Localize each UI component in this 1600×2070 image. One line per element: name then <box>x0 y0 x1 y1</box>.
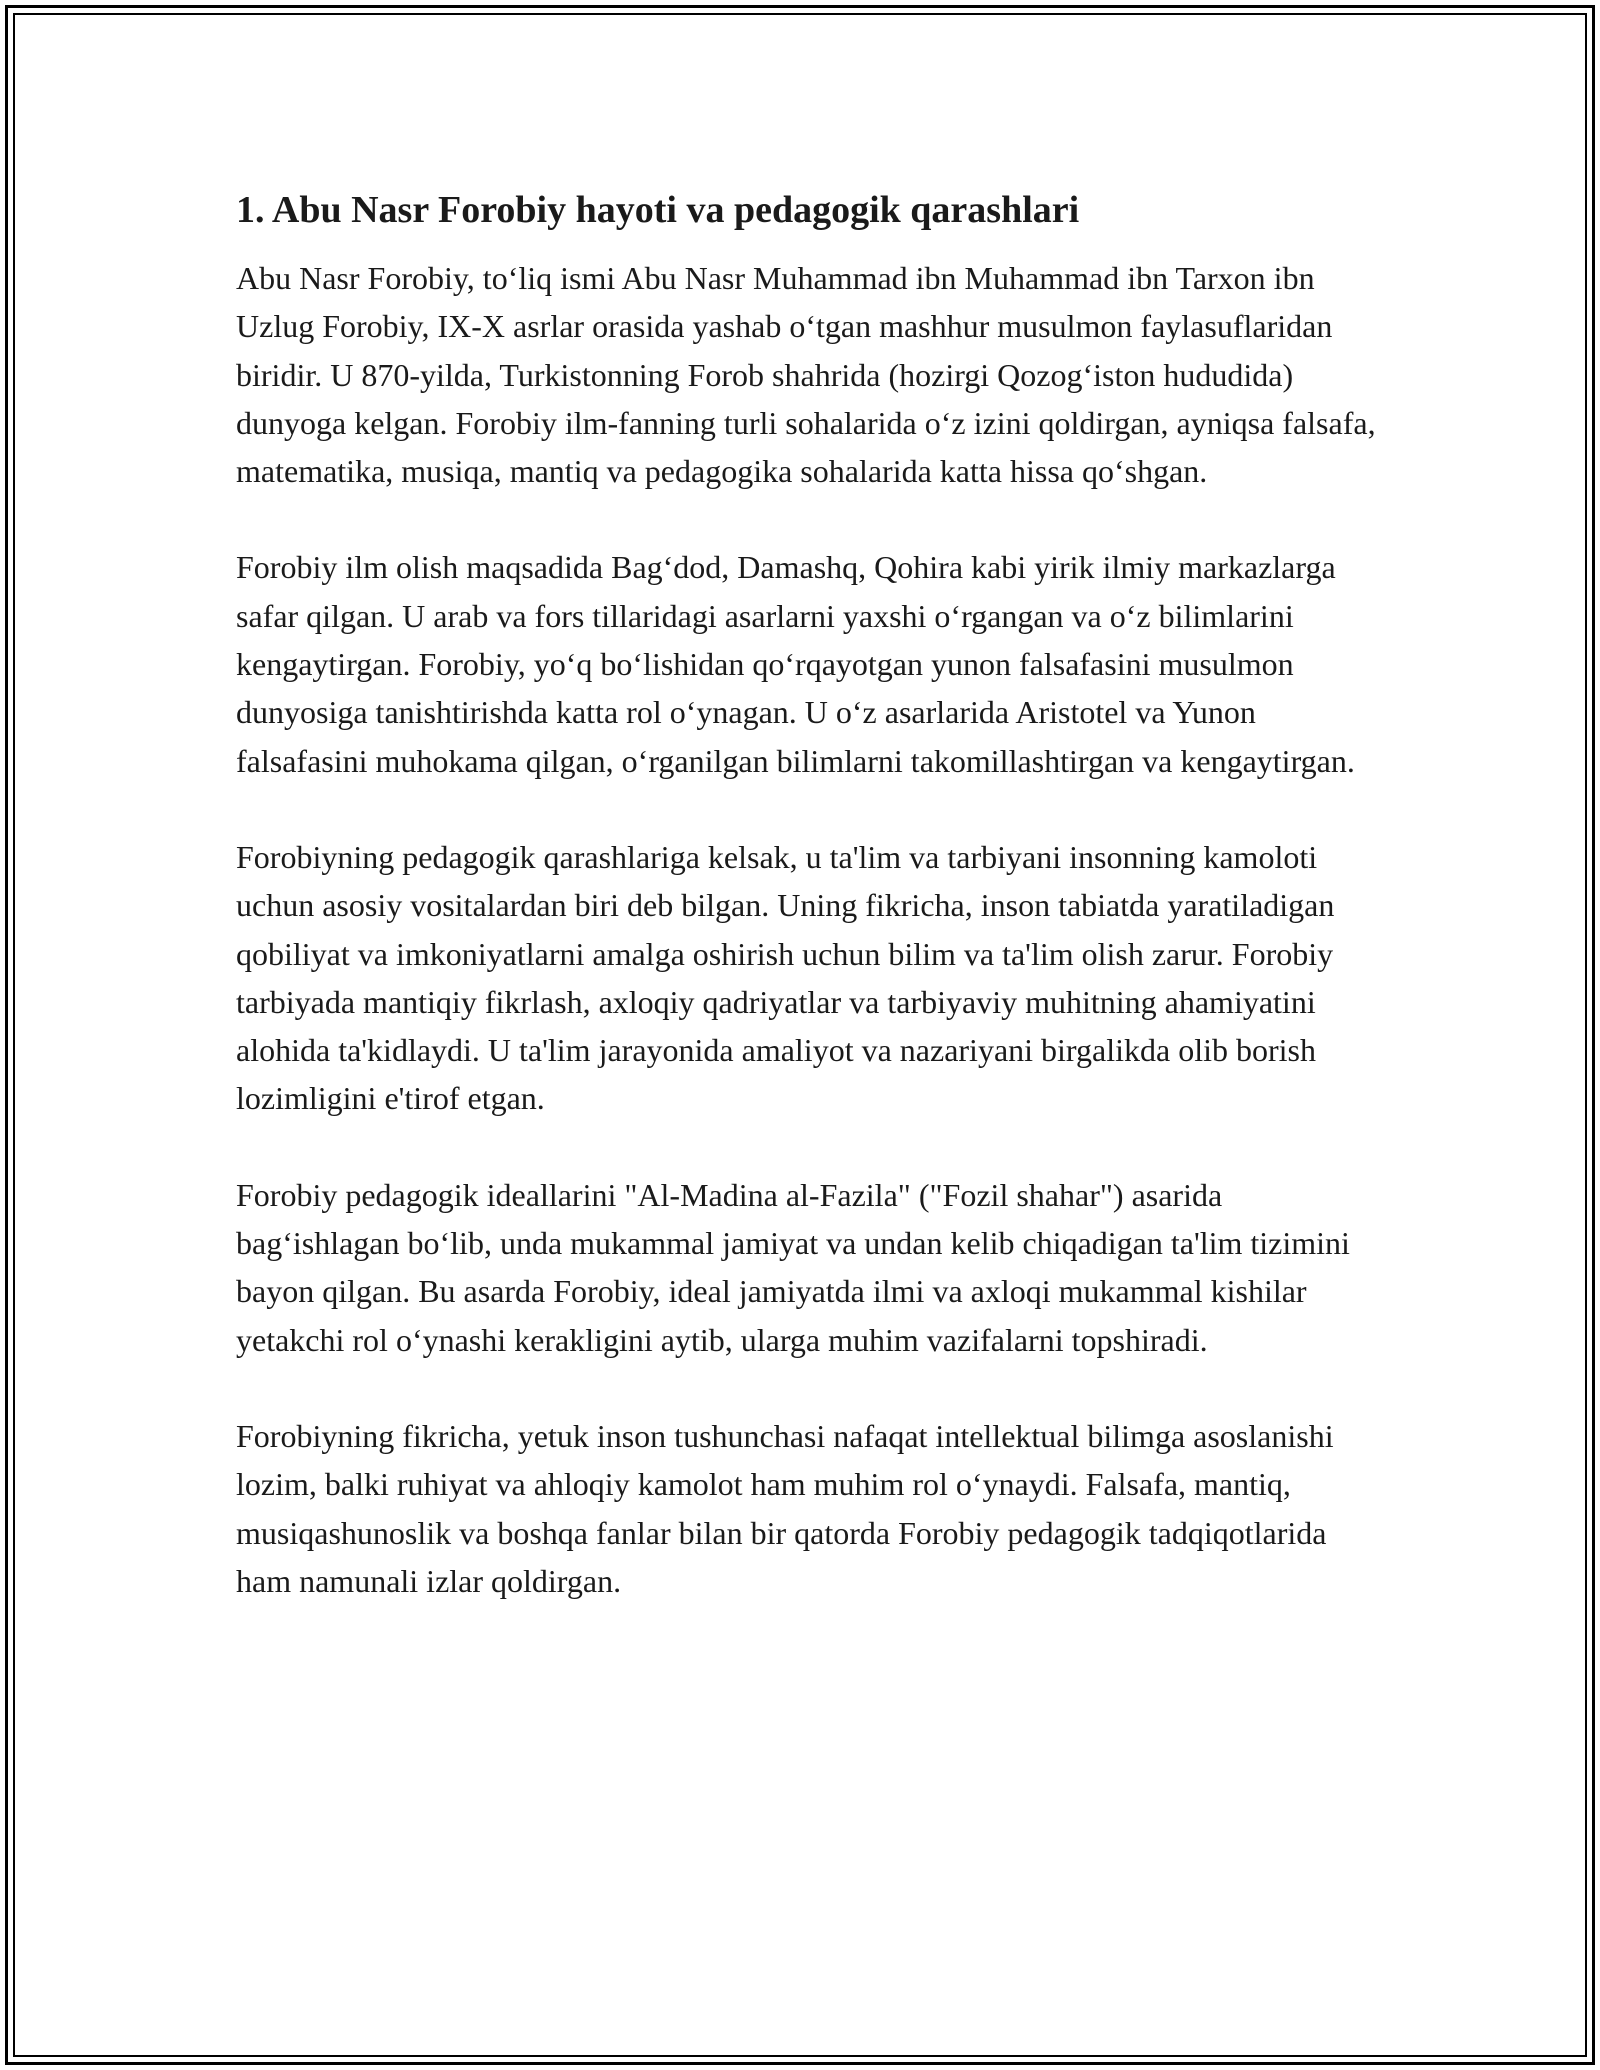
paragraph-2: Forobiy ilm olish maqsadida Bag‘dod, Damashq, Qohira kabi yirik ilmiy markazlarga safar qilgan. U arab va fors tillaridagi asarlarni yaxshi o‘rgangan va o‘z bilimlarini kengaytirgan. Forobiy, yo‘q bo‘lishidan qo‘rqayotgan yunon falsafasini musulmon dunyosiga tanishtirishda katta rol o‘ynagan. U o‘z asarlarida Aristotel va Yunon falsafasini muhokama qilgan, o‘rganilgan bilimlarni takomillashtirgan va kengaytirgan. <box>236 549 1355 779</box>
paragraph-5: Forobiyning fikricha, yetuk inson tushunchasi nafaqat intellektual bilimga asoslanishi lozim, balki ruhiyat va ahloqiy kamolot ham muhim rol o‘ynaydi. Falsafa, mantiq, musiqashunoslik va boshqa fanlar bilan bir qatorda Forobiy pedagogik tadqiqotlarida ham namunali izlar qoldirgan. <box>236 1417 1334 1599</box>
section-heading: 1. Abu Nasr Forobiy hayoti va pedagogik qarashlari <box>236 189 1080 231</box>
document-body <box>236 186 1376 1605</box>
paragraph-1: Abu Nasr Forobiy, to‘liq ismi Abu Nasr Muhammad ibn Muhammad ibn Tarxon ibn Uzlug Forobiy, IX-X asrlar orasida yashab o‘tgan mashhur musulmon faylasuflaridan biridir. U 870-yilda, Turkistonning Forob shahrida (hozirgi Qozog‘iston hududida) dunyoga kelgan. Forobiy ilm-fanning turli sohalarida o‘z izini qoldirgan, ayniqsa falsafa, matematika, musiqa, mantiq va pedagogika sohalarida katta hissa qo‘shgan. <box>236 260 1376 490</box>
paragraph-3: Forobiyning pedagogik qarashlariga kelsak, u ta'lim va tarbiyani insonning kamoloti uchun asosiy vositalardan biri deb bilgan. Uning fikricha, inson tabiatda yaratiladigan qobiliyat va imkoniyatlarni amalga oshirish uchun bilim va ta'lim olish zarur. Forobiy tarbiyada mantiqiy fikrlash, axloqiy qadriyatlar va tarbiyaviy muhitning ahamiyatini alohida ta'kidlaydi. U ta'lim jarayonida amaliyot va nazariyani birgalikda olib borish lozimligini e'tirof etgan. <box>236 838 1335 1117</box>
paragraph-4: Forobiy pedagogik ideallarini "Al-Madina al-Fazila" ("Fozil shahar") asarida bag‘ishlagan bo‘lib, unda mukammal jamiyat va undan kelib chiqadigan ta'lim tizimini bayon qilgan. Bu asarda Forobiy, ideal jamiyatda ilmi va axloqi mukammal kishilar yetakchi rol o‘ynashi kerakligini aytib, ularga muhim vazifalarni topshiradi. <box>236 1176 1350 1358</box>
